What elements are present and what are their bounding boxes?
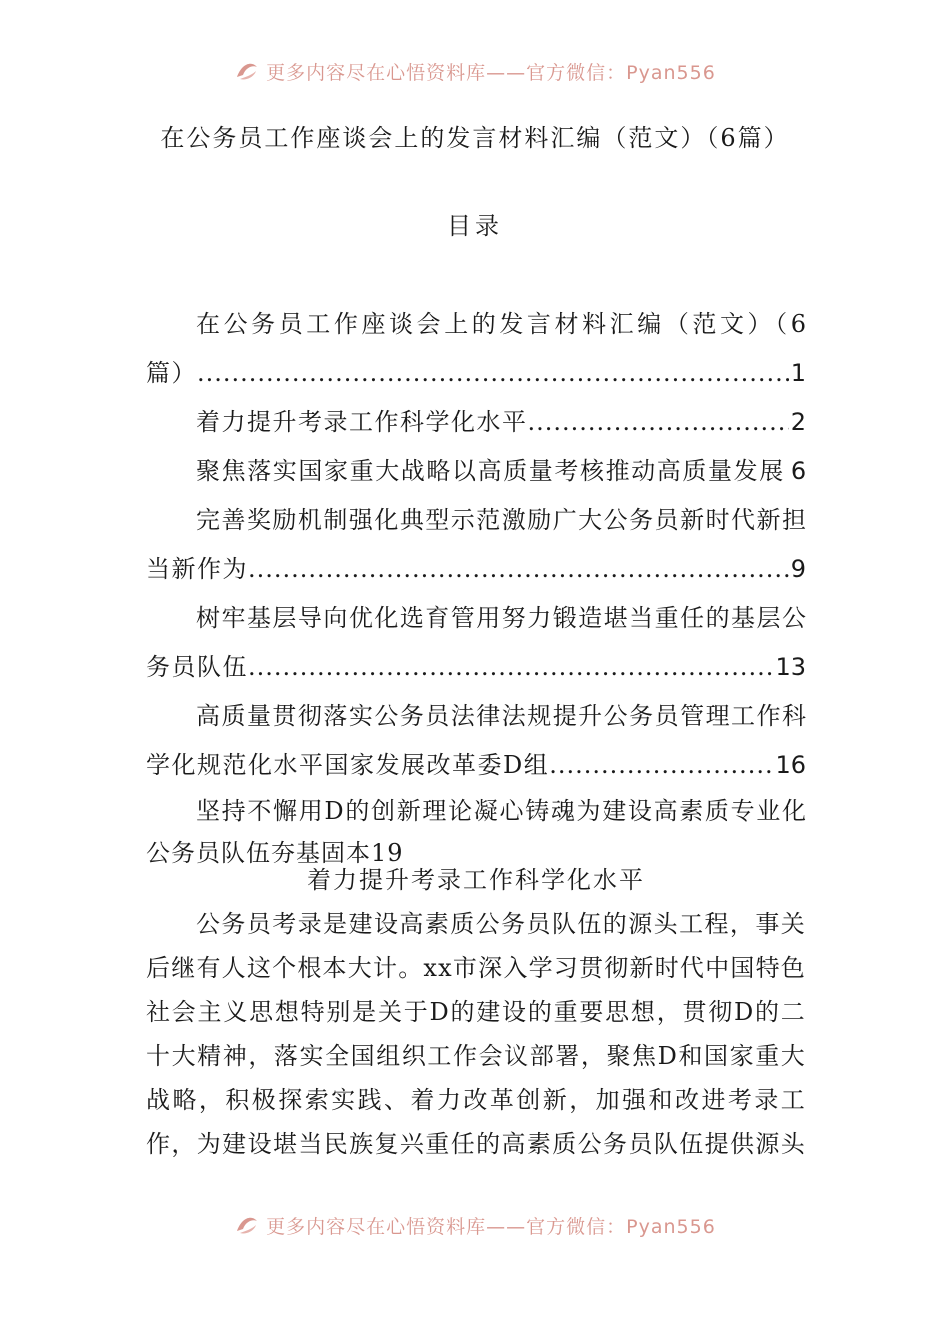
logo-icon: [234, 1213, 260, 1237]
toc-entry[interactable]: [146, 594, 806, 692]
toc-entry-title: 聚焦落实国家重大战略以高质量考核推动高质量发展: [196, 457, 785, 485]
toc-entry-title-cont: 当新作为: [146, 555, 248, 583]
toc-page-number: 13: [775, 653, 806, 681]
toc-entry[interactable]: [146, 300, 806, 398]
toc-entry[interactable]: [146, 398, 806, 447]
watermark-banner-bottom: [0, 1210, 950, 1240]
section-title: 着力提升考录工作科学化水平: [307, 866, 645, 894]
toc-entry[interactable]: [146, 496, 806, 594]
toc-entry[interactable]: [146, 692, 806, 790]
toc-page-number: 1: [790, 359, 806, 387]
toc-leader-dots: [248, 545, 789, 594]
section: [146, 858, 806, 1210]
document-title: 在公务员工作座谈会上的发言材料汇编（范文）（6篇）: [160, 124, 790, 152]
toc-entry-title: 着力提升考录工作科学化水平: [196, 408, 528, 436]
logo-icon: [234, 59, 260, 83]
toc-entry-title-cont: 务员队伍: [146, 653, 248, 681]
toc-entry-title-cont: 学化规范化水平国家发展改革委D组: [146, 751, 550, 779]
toc-entry[interactable]: [146, 447, 806, 496]
toc-leader-dots: [549, 741, 773, 790]
toc-entry-title: 树牢基层导向优化选育管用努力锻造堪当重任的基层公: [196, 604, 806, 632]
toc-page-number: 16: [775, 751, 806, 779]
body-paragraph: 公务员考录是建设高素质公务员队伍的源头工程，事关后继有人这个根本大计。xx市深入学习贯彻新时代中国特色社会主义思想特别是关于D的建设的重要思想，贯彻D的二十大精神，落实全国组织工作会议部署，聚焦D和国家重大战略，积极探索实践、着力改革创新，加强和改进考录工作，为建设堪当民族复兴重任的高素质公务员队伍提供源头: [146, 910, 806, 1158]
toc-entry-title-cont: 公务员队伍夯基固本19: [146, 839, 404, 867]
toc-leader-dots: [248, 643, 773, 692]
toc-page-number: 9: [790, 555, 806, 583]
toc-page-number: 2: [790, 408, 806, 436]
toc-leader-dots: [197, 349, 789, 398]
toc-page-number: 6: [790, 457, 807, 485]
toc-entry-title: 完善奖励机制强化典型示范激励广大公务员新时代新担: [196, 506, 806, 534]
toc-entry-title: 在公务员工作座谈会上的发言材料汇编（范文）（6: [196, 310, 806, 338]
toc-entry-title-cont: 篇）: [146, 359, 197, 387]
toc-entry-title: 高质量贯彻落实公务员法律法规提升公务员管理工作科: [196, 702, 806, 730]
watermark-banner-top: [0, 56, 950, 86]
watermark-text: 更多内容尽在心悟资料库——官方微信：Pyan556: [266, 61, 716, 84]
toc-heading: 目录: [447, 212, 503, 240]
toc-leader-dots: [528, 398, 789, 447]
table-of-contents: [146, 300, 806, 874]
watermark-text: 更多内容尽在心悟资料库——官方微信：Pyan556: [266, 1215, 716, 1238]
toc-entry-title: 坚持不懈用D的创新理论凝心铸魂为建设高素质专业化: [196, 797, 806, 825]
